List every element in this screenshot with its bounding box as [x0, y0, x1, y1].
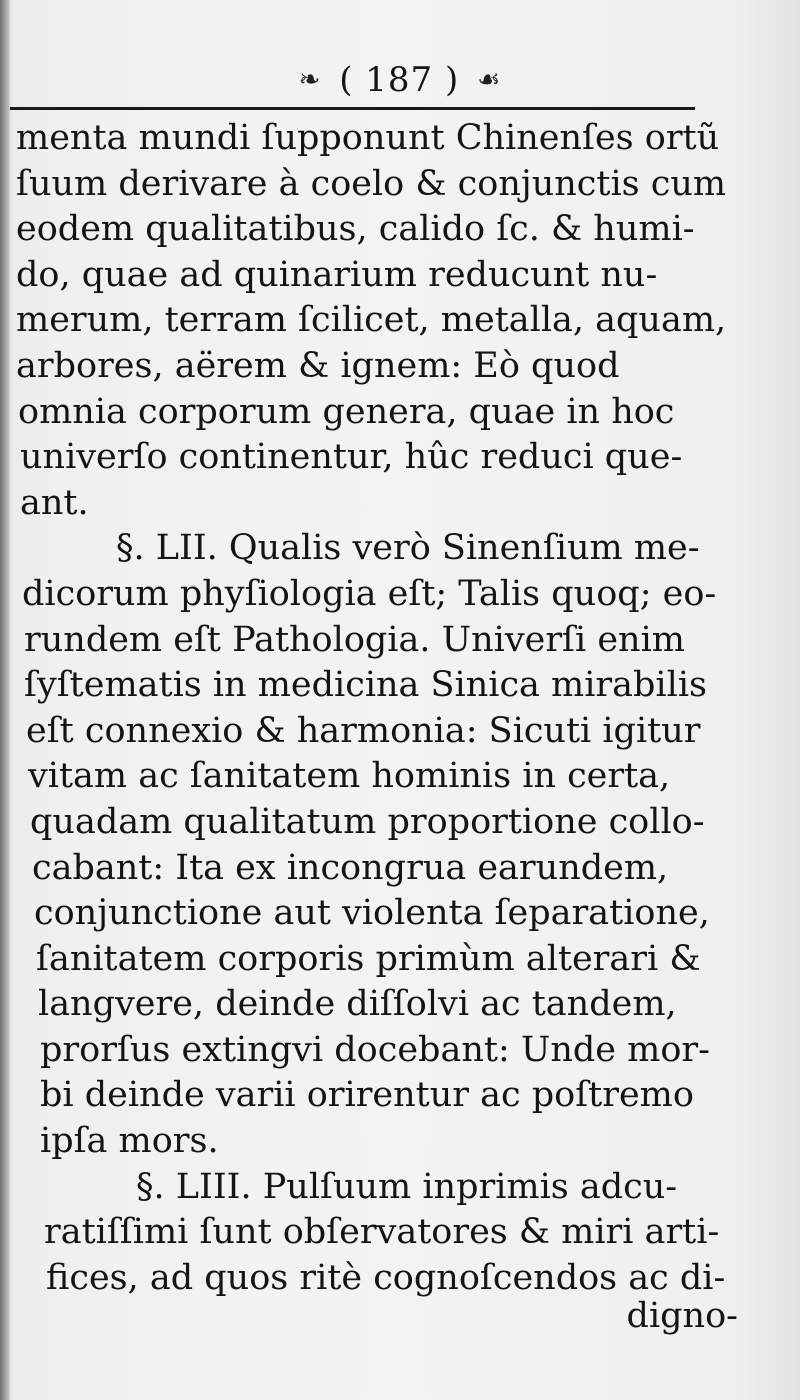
page-number: ( 187 ) — [339, 60, 460, 100]
body-text — [16, 116, 740, 1301]
text-line: eſt connexio & harmonia: Sicuti igitur — [26, 710, 701, 751]
text-line: omnia corporum genera, quae in hoc — [18, 391, 675, 432]
text-line: dicorum phyſiologia eſt; Talis quoq; eo- — [22, 573, 717, 614]
page-header-inner — [293, 56, 508, 102]
page-header — [0, 56, 800, 100]
text-line: arbores, aërem & ignem: Eò quod — [16, 345, 620, 386]
text-line: ant. — [20, 482, 89, 523]
section-heading-line: §. LII. Qualis verò Sinenſium me- — [116, 528, 700, 569]
ornament-right-icon: ☙ — [477, 65, 502, 95]
section-heading-line: §. LIII. Pulſuum inprimis adcu- — [136, 1166, 678, 1207]
catchword: digno- — [626, 1296, 738, 1336]
text-line: ſanitatem corporis primùm alterari & — [36, 938, 701, 979]
text-line: bi deinde varii orirentur ac poſtremo — [40, 1075, 694, 1116]
text-line: do, quae ad quinarium reducunt nu- — [16, 254, 658, 295]
text-line: conjunctione aut violenta ſeparatione, — [34, 893, 710, 934]
header-rule — [10, 107, 695, 110]
text-line: eodem qualitatibus, calido ſc. & humi- — [16, 209, 695, 250]
text-line: ſyſtematis in medicina Sinica mirabilis — [24, 665, 707, 706]
text-line: ſuum derivare à coelo & conjunctis cum — [16, 163, 727, 204]
text-line: fices, ad quos ritè cognoſcendos ac di- — [46, 1257, 726, 1298]
ornament-left-icon: ❧ — [298, 65, 322, 95]
page-gutter-shadow — [0, 0, 10, 1400]
text-line: ratiſſimi ſunt obſervatores & miri arti- — [44, 1212, 720, 1253]
text-line: prorſus extingvi docebant: Unde mor- — [40, 1029, 710, 1070]
text-line: univerſo continentur, hûc reduci que- — [20, 437, 683, 478]
text-line: vitam ac ſanitatem hominis in certa, — [28, 756, 671, 797]
text-line: menta mundi ſupponunt Chinenſes ortũ — [16, 118, 720, 158]
text-line: ipſa mors. — [40, 1121, 219, 1162]
text-line: quadam qualitatum proportione collo- — [30, 801, 705, 842]
text-line: rundem eſt Pathologia. Univerſi enim — [24, 619, 685, 660]
text-line: cabant: Ita ex incongrua earundem, — [32, 847, 669, 888]
text-line: merum, terram ſcilicet, metalla, aquam, — [16, 300, 727, 341]
text-line: langvere, deinde diſſolvi ac tandem, — [38, 984, 677, 1025]
